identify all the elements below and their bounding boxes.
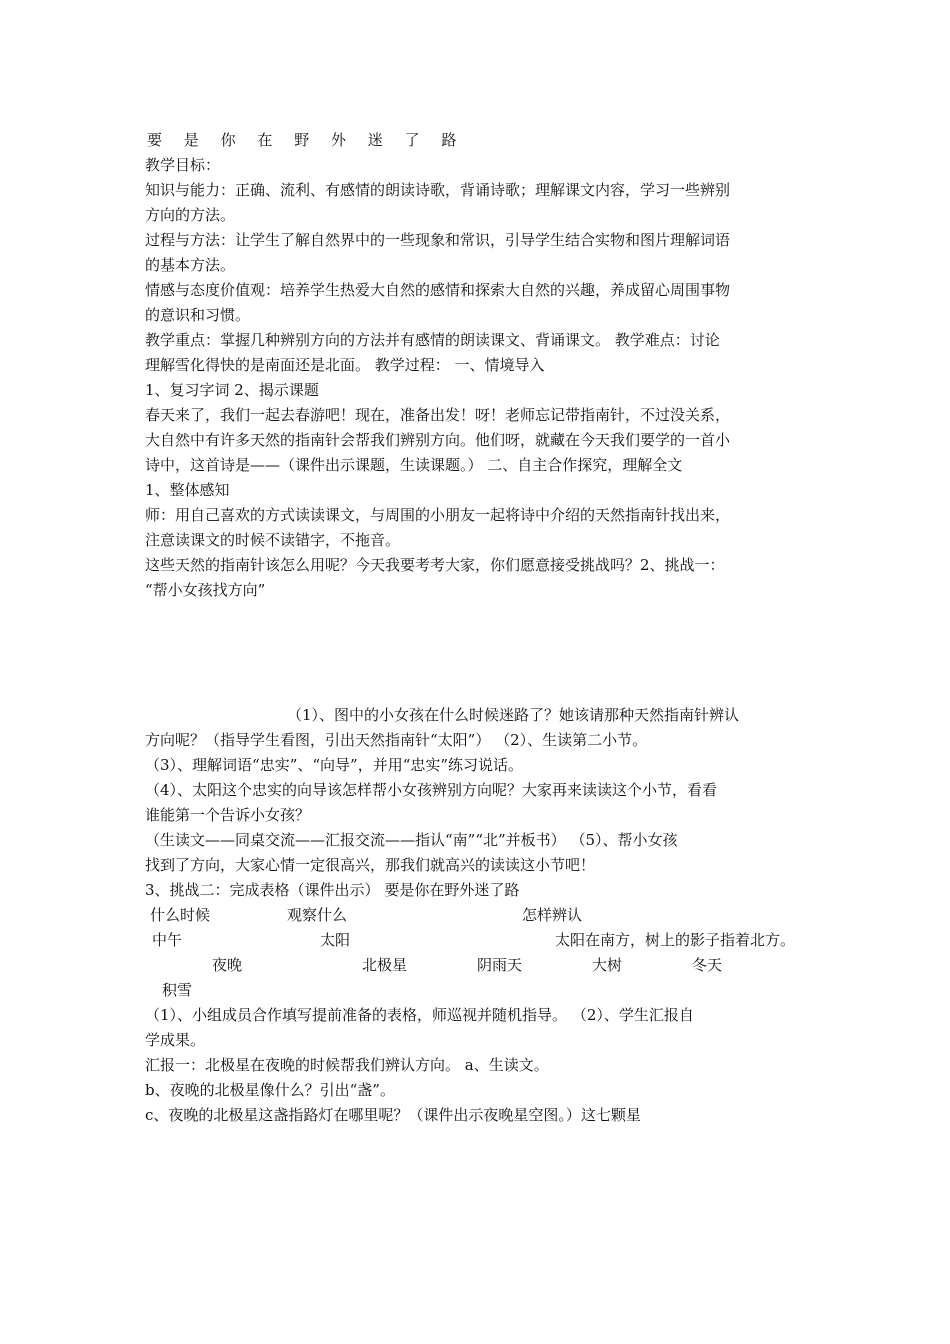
text-line: 找到了方向，大家心情一定很高兴，那我们就高兴的读读这小节吧！ (145, 856, 596, 874)
text-line: 注意读课文的时候不读错字，不拖音。 (145, 531, 401, 549)
table-header: 怎样辨认 (522, 906, 583, 924)
table-cell: 大树 (592, 956, 623, 974)
text-line: 诗中，这首诗是——（课件出示课题，生读课题。） 二、自主合作探究，理解全文 (145, 456, 683, 474)
text-line: 汇报一：北极星在夜晚的时候帮我们辨认方向。 a、生读文。 (145, 1056, 549, 1074)
table-cell: 夜晚 (212, 956, 243, 974)
text-line: 教学目标： (145, 156, 221, 174)
table-cell: 冬天 (692, 956, 723, 974)
text-line: 师：用自己喜欢的方式读读课文，与周围的小朋友一起将诗中介绍的天然指南针找出来， (145, 506, 731, 524)
text-line: c、夜晚的北极星这盏指路灯在哪里呢？（课件出示夜晚星空图。）这七颗星 (145, 1106, 641, 1124)
title-char: 路 (441, 131, 457, 149)
text-line: 教学重点：掌握几种辨别方向的方法并有感情的朗读课文、背诵课文。 教学难点：讨论 (145, 331, 720, 349)
title-char: 了 (404, 131, 420, 149)
table-header: 什么时候 (150, 906, 211, 924)
text-line: 方向的方法。 (145, 206, 236, 224)
title-char: 迷 (367, 131, 383, 149)
table-cell: 太阳 (320, 931, 351, 949)
text-line: 的基本方法。 (145, 256, 236, 274)
table-cell: 北极星 (362, 956, 408, 974)
text-line: 情感与态度价值观：培养学生热爱大自然的感情和探索大自然的兴趣，养成留心周围事物 (145, 281, 731, 299)
text-line: 1、复习字词 2、揭示课题 (145, 381, 319, 399)
table-cell: 中午 (152, 931, 183, 949)
text-line: b、夜晚的北极星像什么？引出“盏”。 (145, 1081, 395, 1099)
text-line: 大自然中有许多天然的指南针会帮我们辨别方向。他们呀，就藏在今天我们要学的一首小 (145, 431, 731, 449)
text-line: 春天来了，我们一起去春游吧！现在，准备出发！呀！老师忘记带指南针，不过没关系， (145, 406, 731, 424)
text-line: 过程与方法：让学生了解自然界中的一些现象和常识，引导学生结合实物和图片理解词语 (145, 231, 731, 249)
text-line: （3）、理解词语“忠实”、“向导”，并用“忠实”练习说话。 (145, 756, 524, 774)
table-header: 观察什么 (287, 906, 348, 924)
text-line: （1）、小组成员合作填写提前准备的表格，师巡视并随机指导。 （2）、学生汇报自 (145, 1006, 694, 1024)
text-line: 1、整体感知 (145, 481, 230, 499)
text-line: （4）、太阳这个忠实的向导该怎样帮小女孩辨别方向呢？大家再来读读这个小节，看看 (145, 781, 718, 799)
table-cell: 阴雨天 (477, 956, 523, 974)
table-cell: 积雪 (162, 981, 193, 999)
title-char: 外 (330, 131, 346, 149)
title-char: 在 (257, 131, 273, 149)
text-line: 的意识和习惯。 (145, 306, 251, 324)
title-char: 你 (220, 131, 236, 149)
text-line: 理解雪化得快的是南面还是北面。 教学过程： 一、情境导入 (145, 356, 545, 374)
text-line: 知识与能力：正确、流利、有感情的朗读诗歌，背诵诗歌；理解课文内容，学习一些辨别 (145, 181, 731, 199)
text-line: 3、挑战二：完成表格（课件出示） 要是你在野外迷了路 (145, 881, 520, 899)
title-char: 是 (183, 131, 199, 149)
title-char: 野 (294, 131, 310, 149)
table-cell: 太阳在南方，树上的影子指着北方。 (555, 931, 796, 949)
text-line: （生读文——同桌交流——汇报交流——指认“南”“北”并板书） （5）、帮小女孩 (145, 831, 678, 849)
text-line: 这些天然的指南针该怎么用呢？今天我要考考大家，你们愿意接受挑战吗？2、挑战一： (145, 556, 725, 574)
text-line: “帮小女孩找方向” (145, 581, 266, 599)
text-line: （1）、图中的小女孩在什么时候迷路了？她该请那种天然指南针辨认 (287, 706, 740, 724)
title-char: 要 (147, 131, 163, 149)
text-line: 学成果。 (145, 1031, 206, 1049)
lesson-title (147, 130, 473, 150)
text-line: 方向呢？（指导学生看图，引出天然指南针“太阳”） （2）、生读第二小节。 (145, 731, 648, 749)
text-line: 谁能第一个告诉小女孩？ (145, 806, 311, 824)
